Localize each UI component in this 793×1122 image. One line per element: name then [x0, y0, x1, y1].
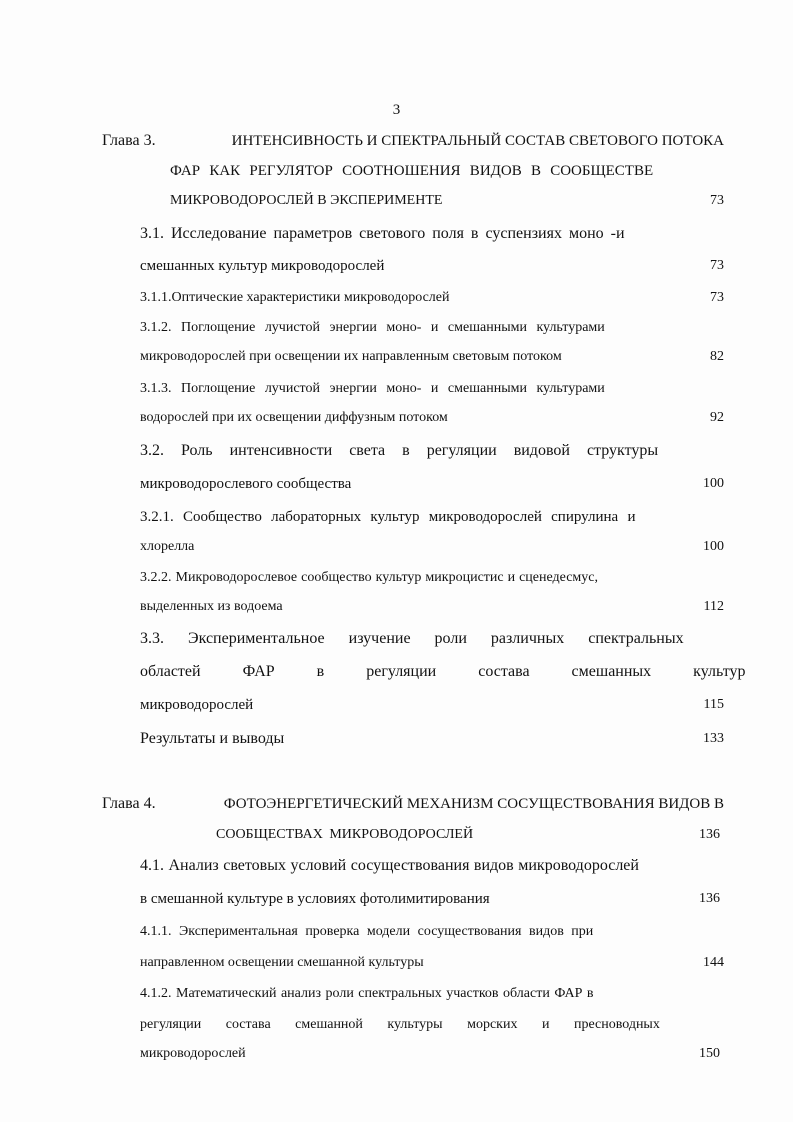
- toc-entry-3-1-3-page: 92: [710, 410, 724, 425]
- toc-entry-3-2-2-line2: выделенных из водоема: [140, 599, 283, 614]
- chapter4-prefix: Глава 4.: [102, 795, 156, 812]
- toc-entry-4-1-2-line3: микроводорослей: [140, 1046, 246, 1061]
- chapter3-page: 73: [710, 193, 724, 208]
- toc-entry-4-1-2-line1: 4.1.2. Математический анализ роли спектральных участков области ФАР в: [140, 986, 594, 1001]
- toc-entry-3-2-1-page: 100: [703, 539, 724, 554]
- toc-entry-results-page: 133: [703, 731, 724, 746]
- toc-entry-3-3-line1: 3.3. Экспериментальное изучение роли различных спектральных: [140, 630, 684, 647]
- toc-entry-3-2-line2: микроводорослевого сообщества: [140, 476, 352, 492]
- toc-entry-3-1-line1: 3.1. Исследование параметров светового поля в суспензиях моно -и: [140, 225, 625, 242]
- toc-entry-3-1-3-line2: водорослей при их освещении диффузным потоком: [140, 410, 448, 425]
- toc-entry-3-3-page: 115: [703, 697, 724, 712]
- chapter4-heading-line1: [102, 794, 724, 814]
- toc-entry-3-3-line2: областей ФАР в регуляции состава смешанных культур: [140, 663, 746, 680]
- toc-entry-4-1-2-page: 150: [699, 1046, 720, 1061]
- toc-entry-results: Результаты и выводы: [140, 730, 285, 747]
- toc-entry-3-1-2-line2: микроводорослей при освещении их направленным световым потоком: [140, 349, 562, 364]
- chapter4-title-line2: СООБЩЕСТВАХ МИКРОВОДОРОСЛЕЙ: [216, 827, 474, 842]
- chapter3-title-line3: МИКРОВОДОРОСЛЕЙ В ЭКСПЕРИМЕНТЕ: [170, 193, 443, 208]
- toc-entry-3-2-2-page: 112: [703, 599, 724, 614]
- chapter3-title-line2: ФАР КАК РЕГУЛЯТОР СООТНОШЕНИЯ ВИДОВ В СООБЩЕСТВЕ: [170, 163, 654, 179]
- toc-entry-4-1-line2: в смешанной культуре в условиях фотолимитирования: [140, 891, 490, 907]
- toc-entry-3-2-page: 100: [703, 476, 724, 491]
- toc-entry-3-1-3-line1: 3.1.3. Поглощение лучистой энергии моно- и смешанными культурами: [140, 381, 605, 396]
- chapter3-title-line1: ИНТЕНСИВНОСТЬ И СПЕКТРАЛЬНЫЙ СОСТАВ СВЕТОВОГО ПОТОКА: [231, 133, 724, 149]
- chapter3-prefix: Глава 3.: [102, 132, 156, 149]
- toc-entry-3-1-line2: смешанных культур микроводорослей: [140, 258, 385, 274]
- page-number: 3: [392, 102, 401, 118]
- chapter4-title-line1: ФОТОЭНЕРГЕТИЧЕСКИЙ МЕХАНИЗМ СОСУЩЕСТВОВАНИЯ ВИДОВ В: [223, 796, 724, 812]
- toc-entry-3-2-2-line1: 3.2.2. Микроводорослевое сообщество культур микроцистис и сценедесмус,: [140, 570, 599, 585]
- toc-entry-3-1-page: 73: [710, 258, 724, 273]
- toc-entry-3-1-2-line1: 3.1.2. Поглощение лучистой энергии моно- и смешанными культурами: [140, 320, 605, 335]
- chapter3-heading-line1: [102, 131, 724, 151]
- toc-entry-4-1-page: 136: [699, 891, 720, 906]
- toc-entry-3-2-line1: 3.2. Роль интенсивности света в регуляции видовой структуры: [140, 442, 659, 459]
- toc-entry-4-1-line1: 4.1. Анализ световых условий сосуществования видов микроводорослей: [140, 857, 639, 874]
- toc-entry-3-1-1-line1: 3.1.1.Оптические характеристики микроводорослей: [140, 290, 450, 305]
- toc-entry-4-1-1-line2: направленном освещении смешанной культуры: [140, 955, 424, 970]
- toc-entry-3-3-line3: микроводорослей: [140, 697, 254, 713]
- toc-entry-4-1-1-page: 144: [703, 955, 724, 970]
- toc-entry-3-2-1-line2: хлорелла: [140, 539, 195, 554]
- toc-entry-4-1-2-line2: регуляции состава смешанной культуры морских и пресноводных: [140, 1017, 660, 1032]
- toc-entry-3-1-1-page: 73: [710, 290, 724, 305]
- toc-entry-4-1-1-line1: 4.1.1. Экспериментальная проверка модели сосуществования видов при: [140, 924, 594, 939]
- toc-entry-3-2-1-line1: 3.2.1. Сообщество лабораторных культур микроводорослей спирулина и: [140, 509, 636, 525]
- toc-entry-3-1-2-page: 82: [710, 349, 724, 364]
- chapter4-page: 136: [699, 827, 720, 842]
